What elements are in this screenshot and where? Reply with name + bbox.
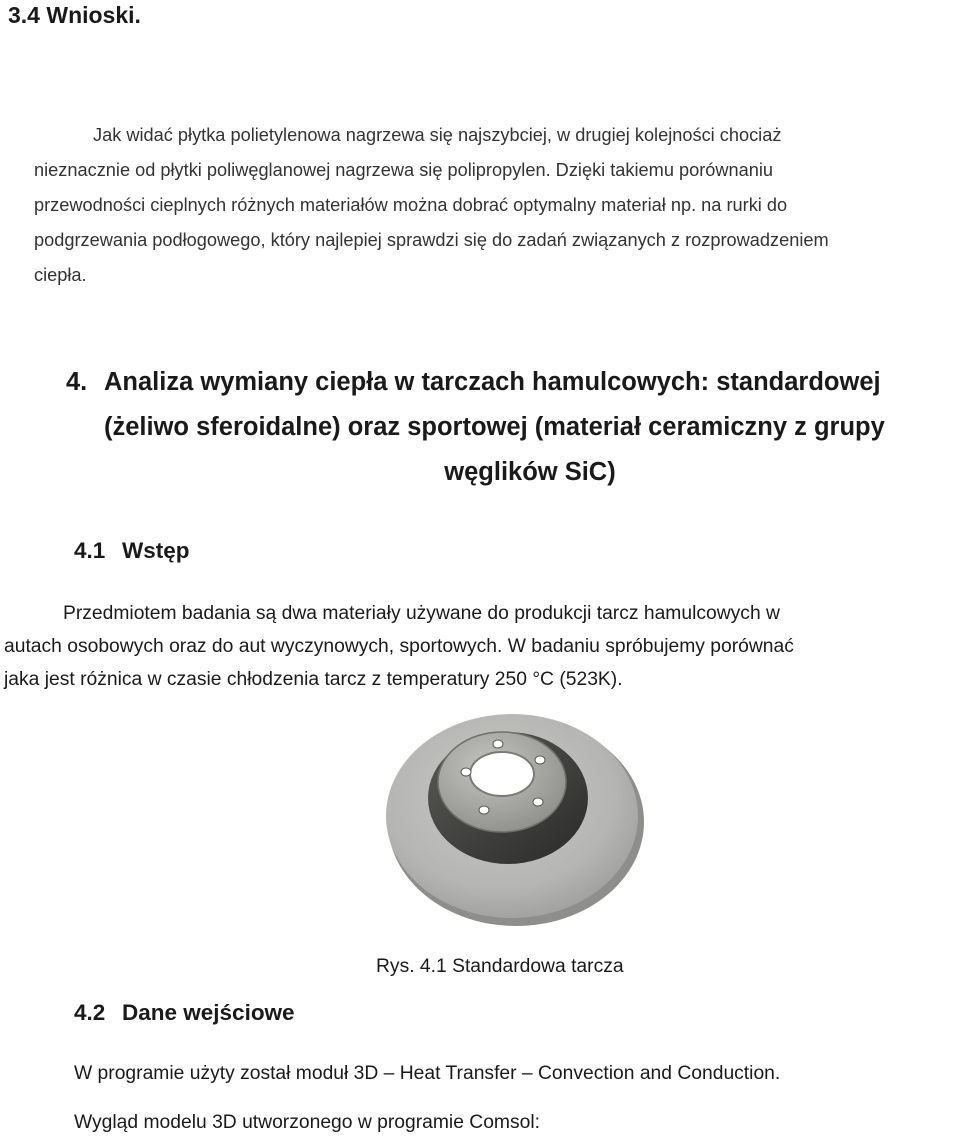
bolt-hole	[493, 740, 503, 748]
bolt-hole	[461, 768, 471, 776]
section-title: Wstęp	[122, 538, 190, 563]
paragraph-line: autach osobowych oraz do aut wyczynowych, sportowych. W badaniu spróbujemy porównać	[4, 636, 794, 657]
section-number: 4.2	[74, 1000, 106, 1025]
chapter-title-text: Analiza wymiany ciepła w tarczach hamulcowych: standardowej	[104, 368, 881, 396]
chapter-title-line: (żeliwo sferoidalne) oraz sportowej (materiał ceramiczny z grupy	[104, 413, 885, 441]
paragraph-line: jaka jest różnica w czasie chłodzenia tarcz z temperatury 250 °C (523K).	[4, 669, 623, 690]
chapter-title-line	[0, 360, 960, 405]
model-view-line: Wygląd modelu 3D utworzonego w programie Comsol:	[74, 1112, 540, 1133]
paragraph-line: nieznacznie od płytki poliwęglanowej nagrzewa się polipropylen. Dzięki takiemu porównaniu	[34, 160, 774, 180]
conclusions-paragraph	[34, 118, 954, 293]
paragraph-line: Przedmiotem badania są dwa materiały używane do produkcji tarcz hamulcowych w	[63, 603, 780, 624]
paragraph-line: przewodności cieplnych różnych materiałów można dobrać optymalny materiał np. na rurki do	[34, 195, 788, 215]
program-module-line: W programie użyty został moduł 3D – Heat Transfer – Convection and Conduction.	[74, 1063, 781, 1084]
chapter-heading-4	[0, 360, 960, 495]
paragraph-line: Jak widać płytka polietylenowa nagrzewa się najszybciej, w drugiej kolejności chociaż	[93, 125, 782, 145]
brake-disc-drawing	[380, 700, 648, 932]
bolt-hole	[535, 756, 545, 764]
section-title: Dane wejściowe	[122, 1000, 295, 1025]
bolt-hole	[479, 806, 489, 814]
section-heading-4-2	[74, 1000, 295, 1026]
section-heading-3-4: 3.4 Wnioski.	[8, 2, 141, 28]
bolt-hole	[533, 798, 543, 806]
chapter-number: 4.	[66, 368, 88, 396]
brake-disc-image	[380, 700, 648, 932]
section-heading-4-1	[74, 538, 190, 564]
figure-caption: Rys. 4.1 Standardowa tarcza	[376, 956, 624, 977]
section-number: 4.1	[74, 538, 106, 563]
paragraph-line: ciepła.	[34, 265, 87, 285]
chapter-title-line: węglików SiC)	[444, 458, 616, 486]
paragraph-line: podgrzewania podłogowego, który najlepiej sprawdzi się do zadań związanych z rozprowadzeniem	[34, 230, 829, 250]
introduction-paragraph	[4, 597, 960, 696]
